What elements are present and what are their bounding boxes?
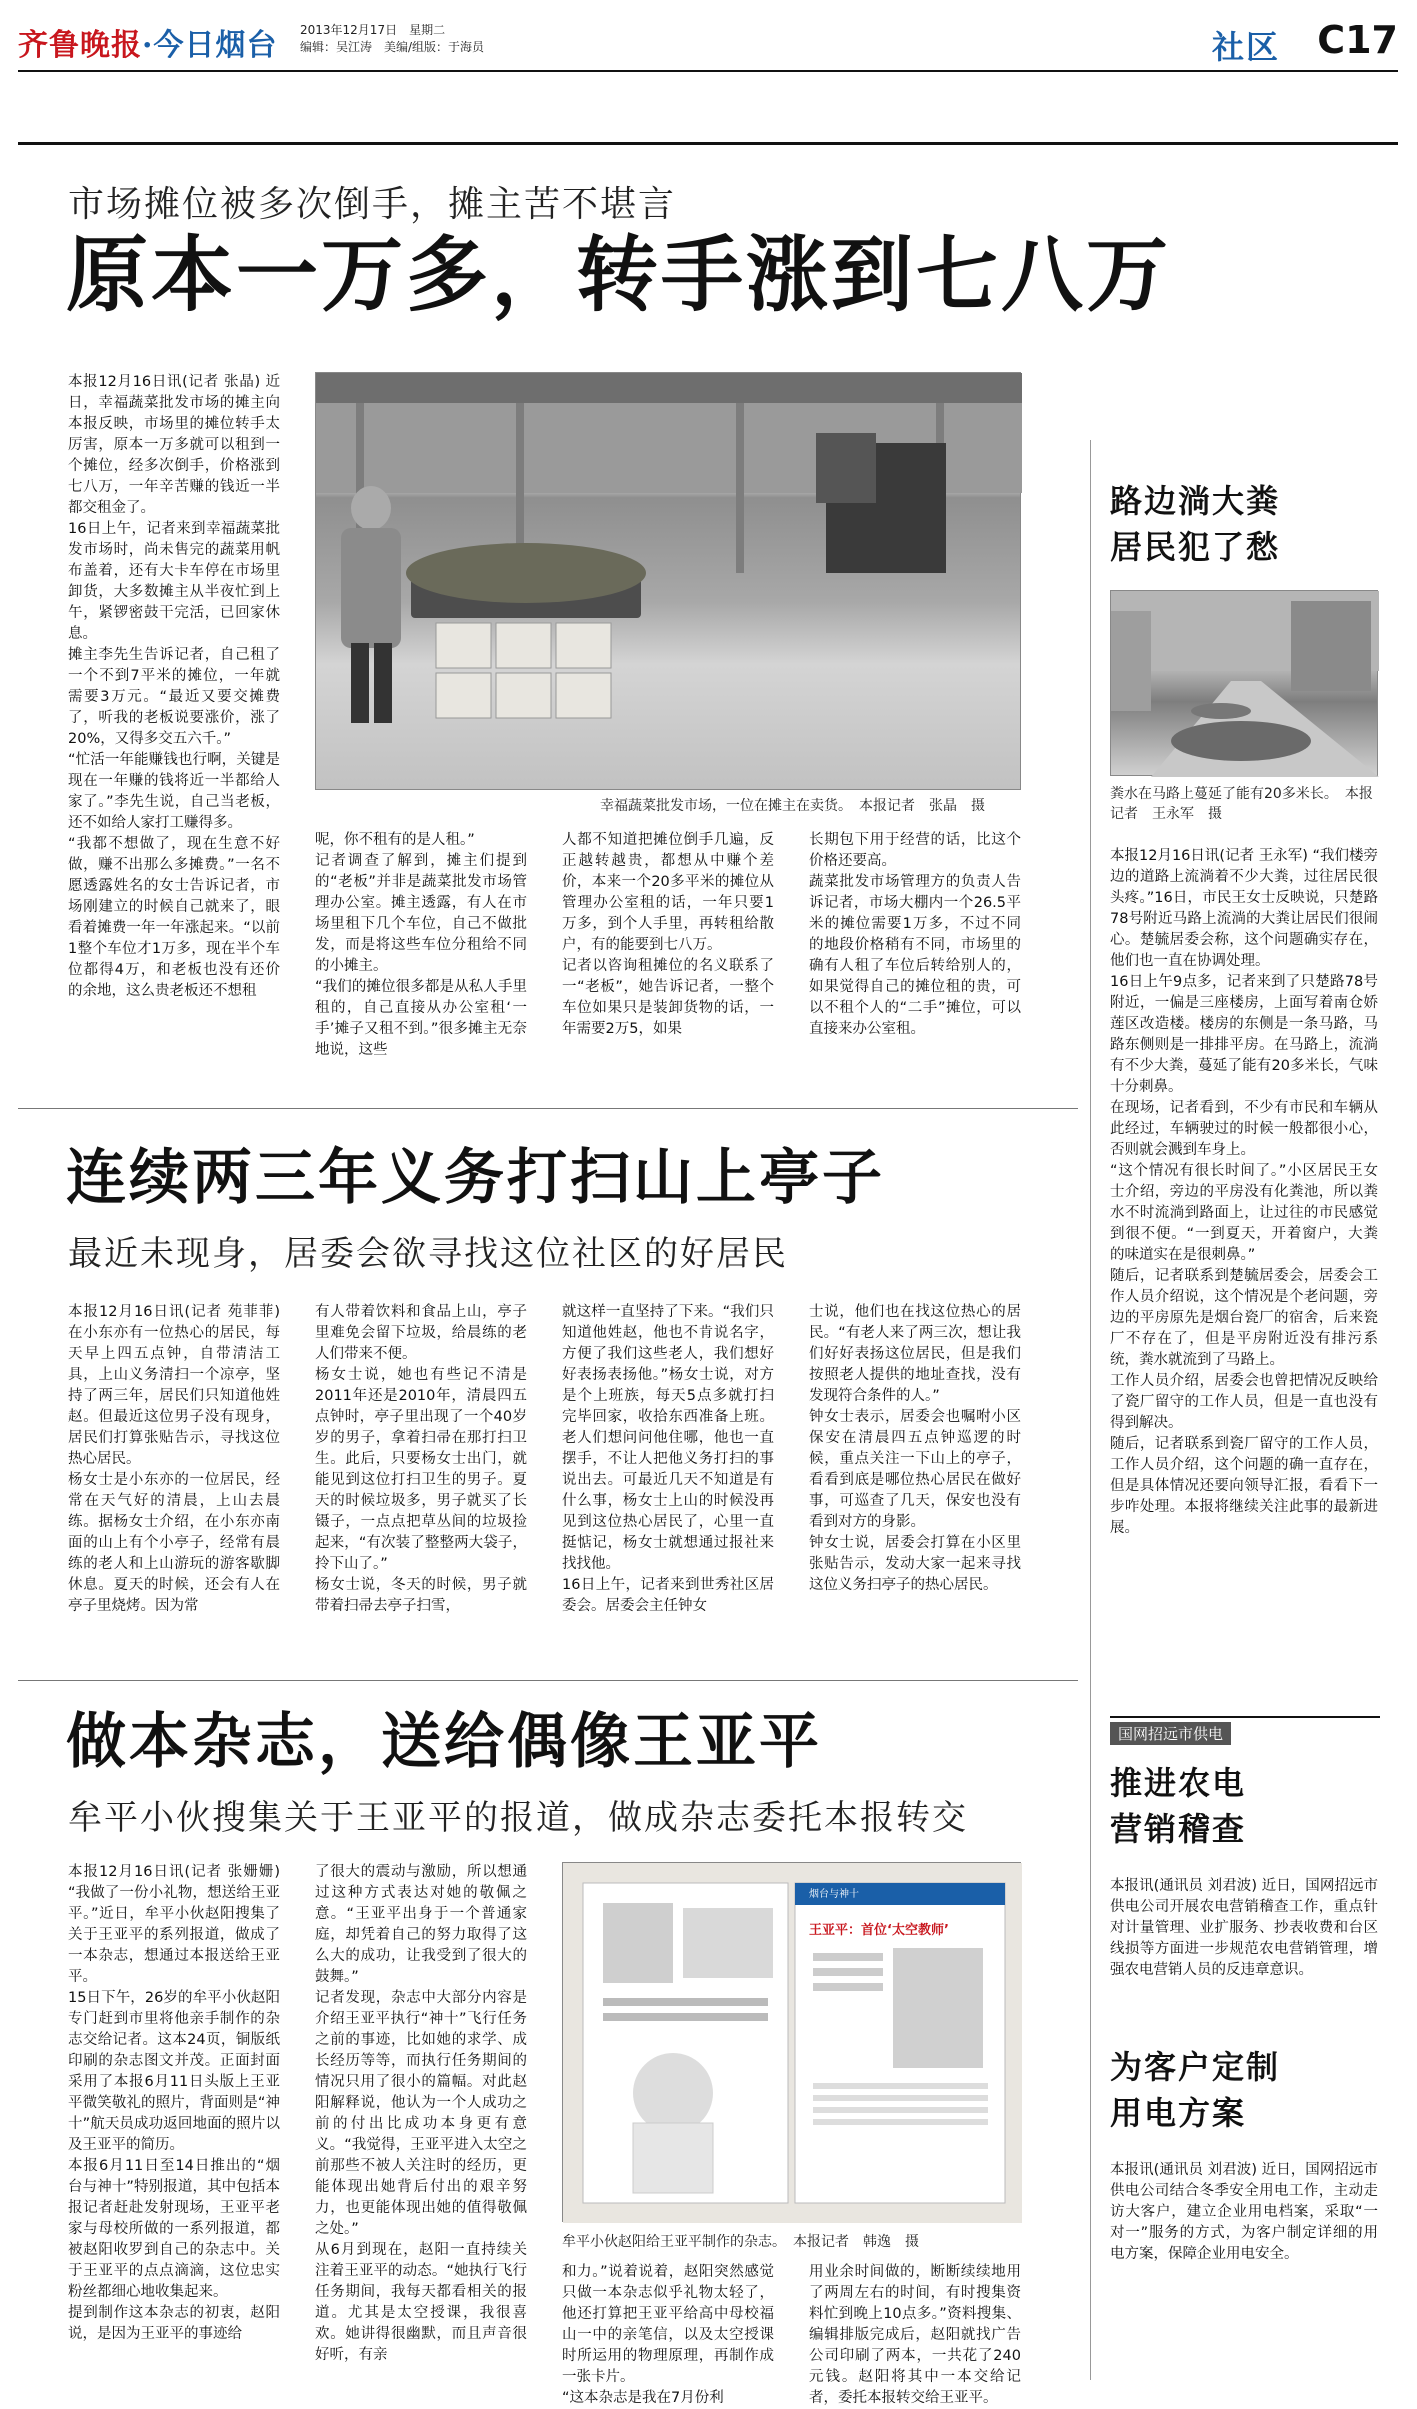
page-meta: [300, 22, 484, 56]
sidebar-a-caption: 粪水在马路上蔓延了能有20多米长。 本报记者 王永军 摄: [1110, 786, 1373, 822]
story2-col1-text: 本报12月16日讯(记者 苑菲菲) 在小东亦有一位热心的居民，每天早上四五点钟，自带清洁工具，上山义务清扫一个凉亭，坚持了两三年，居民们只知道他姓赵。但最近这位男子没有现身，居民们打算张贴告示，寻找这位热心居民。 杨女士是小东亦的一位居民，经常在天气好的清晨，上山去晨练。据杨女士介绍，在小东亦南面的山上有个小亭子，经常有晨练的老人和上山游玩的游客歇脚休息。夏天的时候，还会有人在亭子里烧烤。因为常: [68, 1304, 280, 1614]
sidebar-tag-rule: [1110, 1716, 1380, 1718]
sidebar-b-headline-line1: 推进农电: [1110, 1764, 1247, 1802]
story1-col3-text: 人都不知道把摊位倒手几遍，反正越转越贵，都想从中赚个差价，本来一个20多平米的摊位从管理办公室租的话，一年只要1万多，到个人手里，再转租给散户，有的能要到七八万。 记者以咨询租摊位的名义联系了一“老板”，她告诉记者，一整个车位如果只是装卸货物的话，一年需要2万5，如果: [562, 832, 774, 1037]
story2-headline: 连续两三年义务打扫山上亭子: [66, 1143, 885, 1213]
story2-subheadline: 最近未现身，居委会欲寻找这位社区的好居民: [68, 1234, 788, 1274]
story1-col1-text: 本报12月16日讯(记者 张晶) 近日，幸福蔬菜批发市场的摊主向本报反映，市场里的摊位转手太厉害，原本一万多就可以租到一个摊位，经多次倒手，价格涨到七八万，一年辛苦赚的钱近一半都交租金了。 16日上午，记者来到幸福蔬菜批发市场时，尚未售完的蔬菜用帆布盖着，还有大卡车停在市场里卸货，大多数摊主从半夜忙到上午，紧锣密鼓干完活，已回家休息。 摊主李先生告诉记者，自己租了一个不到7平米的摊位，一年就需要3万元。“最近又要交摊费了，听我的老板说要涨价，涨了20%，又得多交五六千。” “忙活一年能赚钱也行啊，关键是现在一年赚的钱将近一半都给人家了。”李先生说，自己当老板，还不如给人家打工赚得多。 “我都不想做了，现在生意不好做，赚不出那么多摊费。”一名不愿透露姓名的女士告诉记者，市场刚建立的时候自己就来了，眼看着摊费一年一年涨起来。“以前1整个车位才1万多，现在半个车位都得4万，和老板也没有还价的余地，这么贵老板还不想租: [68, 374, 280, 999]
story3-photo: [562, 1862, 1021, 2222]
story1-photo: [315, 372, 1021, 790]
story3-col1-text: 本报12月16日讯(记者 张姗姗) “我做了一份小礼物，想送给王亚平。”近日，牟平小伙赵阳搜集了关于王亚平的系列报道，做成了一本杂志，想通过本报送给王亚平。 15日下午，26岁的牟平小伙赵阳专门赶到市里将他亲手制作的杂志交给记者。这本24页，铜版纸印刷的杂志图文并茂。正面封面采用了本报6月11日头版上王亚平微笑敬礼的照片，背面则是“神十”航天员成功返回地面的照片以及王亚平的简历。 本报6月11日至14日推出的“烟台与神十”特别报道，其中包括本报记者赶赴发射现场，王亚平老家与母校所做的一系列报道，都被赵阳收罗到自己的杂志中。关于王亚平的点点滴滴，这位忠实粉丝都细心地收集起来。 提到制作这本杂志的初衷，赵阳说，是因为王亚平的事迹给: [68, 1864, 280, 2342]
story2-col4-text: 士说，他们也在找这位热心的居民。“有老人来了两三次，想让我们好好表扬这位居民，但是我们按照老人提供的地址查找，没有发现符合条件的人。” 钟女士表示，居委会也嘱咐小区保安在清晨四五点钟巡逻的时候，重点关注一下山上的亭子，看看到底是哪位热心居民在做好事，可巡查了几天，保安也没有看到对方的身影。 钟女士说，居委会打算在小区里张贴告示，发动大家一起来寻找这位义务扫亭子的热心居民。: [809, 1304, 1021, 1593]
story2-col1: [68, 1302, 280, 1658]
sidebar-a-headline-line1: 路边淌大粪: [1110, 482, 1281, 520]
magazine-photo-illustration: [563, 1863, 1022, 2223]
story1-photo-caption: 幸福蔬菜批发市场，一位在摊主在卖货。 本报记者 张晶 摄: [600, 798, 985, 814]
story3-col1: [68, 1862, 280, 2362]
sidebar-c-headline-line1: 为客户定制: [1110, 2048, 1281, 2086]
brand-logo: [18, 20, 277, 64]
sidebar-c-headline: [1110, 2044, 1280, 2136]
brand-edition: ·今日烟台: [142, 28, 278, 63]
sidebar-tag: 国网招远市供电: [1110, 1722, 1231, 1745]
sidebar-a-headline: [1110, 478, 1280, 570]
sidebar-a-photo: [1110, 590, 1378, 776]
sidebar-c-body: [1110, 2160, 1378, 2360]
story1-col2: [315, 830, 527, 1074]
story3-col3-text: 和力。”说着说着，赵阳突然感觉只做一本杂志似乎礼物太轻了，他还打算把王亚平给高中母校福山一中的亲笔信，以及太空授课时所运用的物理原理，再制作成一张卡片。 “这本杂志是我在7月份利: [562, 2264, 774, 2406]
magazine-header: 烟台与神十: [809, 1889, 859, 1900]
story1-kicker: 市场摊位被多次倒手，摊主苦不堪言: [68, 184, 677, 225]
story3-col2: [315, 1862, 527, 2362]
sidebar-b-headline-line2: 营销稽查: [1110, 1810, 1247, 1848]
masthead-rule: [18, 70, 1398, 72]
magazine-title: 王亚平：首位‘太空教师’: [809, 1923, 949, 1938]
sidebar-c-headline-line2: 用电方案: [1110, 2094, 1247, 2132]
story1-col4: [809, 830, 1021, 1074]
sidebar-b-body-text: 本报讯(通讯员 刘君波) 近日，国网招远市供电公司开展农电营销稽查工作，重点针对计量管理、业扩服务、抄表收费和台区线损等方面进一步规范农电营销管理，增强农电营销人员的反违章意识。: [1110, 1878, 1378, 1978]
story2-col2-text: 有人带着饮料和食品上山，亭子里难免会留下垃圾，给晨练的老人们带来不便。 杨女士说，她也有些记不清是2011年还是2010年，清晨四五点钟时，亭子里出现了一个40岁岁的男子，拿着扫帚在那打扫卫生。此后，只要杨女士出门，就能见到这位打扫卫生的男子。夏天的时候垃圾多，男子就买了长镊子，一点点把草丛间的垃圾捡起来，“有次装了整整两大袋子，拎下山了。” 杨女士说，冬天的时候，男子就带着扫帚去亭子扫雪，: [315, 1304, 527, 1614]
section-title: 社区: [1211, 28, 1280, 66]
story2-col3: [562, 1302, 774, 1658]
story3-col3: [562, 2262, 774, 2406]
sidebar-a-body: [1110, 846, 1378, 1686]
story3-col4: [809, 2262, 1021, 2406]
sidebar-c-body-text: 本报讯(通讯员 刘君波) 近日，国网招远市供电公司结合冬季安全用电工作，主动走访大客户，建立企业用电档案，采取“一对一”服务的方式，为客户制定详细的用电方案，保障企业用电安全。: [1110, 2162, 1378, 2262]
story1-col4-text: 长期包下用于经营的话，比这个价格还要高。 蔬菜批发市场管理方的负责人告诉记者，市场大棚内一个26.5平米的摊位需要1万多，不过不同的地段价格稍有不同，市场里的确有人租了车位后转给别人的，如果觉得自己的摊位租的贵，可以不租个人的“二手”摊位，可以直接来办公室租。: [809, 832, 1021, 1037]
story2-col2: [315, 1302, 527, 1658]
story3-photo-caption: 牟平小伙赵阳给王亚平制作的杂志。 本报记者 韩逸 摄: [562, 2234, 919, 2250]
sidebar-a-body-text: 本报12月16日讯(记者 王永军) “我们楼旁边的道路上流淌着不少大粪，过往居民很头疼。”16日，市民王女士反映说，只楚路78号附近马路上流淌的大粪让居民们很闹心。楚毓居委会称，这个问题确实存在，他们也一直在协调处理。 16日上午9点多，记者来到了只楚路78号附近，一偏是三座楼房，上面写着南仓娇莲区改造楼。楼房的东侧是一条马路，马路东侧则是一排排平房。在马路上，流淌有不少大粪，蔓延了能有20多米长，气味十分刺鼻。 在现场，记者看到，不少有市民和车辆从此经过，车辆驶过的时候一般都很小心，否则就会溅到车身上。 “这个情况有很长时间了。”小区居民王女士介绍，旁边的平房没有化粪池，所以粪水不时流淌到路面上，让过往的市民感觉到很不便。“一到夏天，开着窗户，大粪的味道实在是很刺鼻。” 随后，记者联系到楚毓居委会，居委会工作人员介绍说，这个情况是个老问题，旁边的平房原先是烟台瓷厂的宿舍，后来瓷厂不存在了，但是平房附近没有排污系统，粪水就流到了马路上。 工作人员介绍，居委会也曾把情况反映给了瓷厂留守的工作人员，但是一直也没有得到解决。 随后，记者联系到瓷厂留守的工作人员，工作人员介绍，这个问题的确一直存在，但是具体情况还要向领导汇报，看看下一步咋处理。本报将继续关注此事的最新进展。: [1110, 848, 1378, 1536]
story2-col4: [809, 1302, 1021, 1658]
sidebar-b-body: [1110, 1876, 1378, 2006]
page-number: C17: [1317, 18, 1398, 62]
story3-col4-text: 用业余时间做的，断断续续地用了两周左右的时间，有时搜集资料忙到晚上10点多。”资料搜集、编辑排版完成后，赵阳就找广告公司印刷了两本，一共花了240元钱。赵阳将其中一本交给记者，委托本报转交给王亚平。: [809, 2264, 1021, 2406]
date-line: 2013年12月17日 星期二: [300, 23, 446, 37]
editor-line: 编辑：吴江涛 美编/组版：于海员: [300, 40, 485, 54]
road-photo-illustration: [1111, 591, 1379, 777]
masthead: [18, 18, 1398, 64]
story3-col2-text: 了很大的震动与激励，所以想通过这种方式表达对她的敬佩之意。“王亚平出身于一个普通家庭，却凭着自己的努力取得了这么大的成功，让我受到了很大的鼓舞。” 记者发现，杂志中大部分内容是介绍王亚平执行“神十”飞行任务之前的事迹，比如她的求学、成长经历等等，而执行任务期间的情况只用了很小的篇幅。对此赵阳解释说，他认为一个人成功之前的付出比成功本身更有意义。“我觉得，王亚平进入太空之前那些不被人关注时的经历，更能体现出她背后付出的艰辛努力，也更能体现出她的值得敬佩之处。” 从6月到现在，赵阳一直持续关注着王亚平的动态。“她执行飞行任务期间，我每天都看相关的报道。尤其是太空授课，我很喜欢。她讲得很幽默，而且声音很好听，有亲: [315, 1864, 527, 2363]
sidebar-b-headline: [1110, 1760, 1246, 1852]
story2-rule: [18, 1108, 1078, 1109]
story3-subheadline: 牟平小伙搜集关于王亚平的报道，做成杂志委托本报转交: [68, 1798, 968, 1838]
story1-col1: [68, 372, 280, 1074]
story1-col3: [562, 830, 774, 1074]
story3-rule: [18, 1680, 1078, 1681]
market-photo-illustration: [316, 373, 1022, 791]
sidebar-a-headline-line2: 居民犯了愁: [1110, 528, 1281, 566]
story3-headline: 做本杂志，送给偶像王亚平: [66, 1707, 822, 1777]
brand-name: 齐鲁晚报: [18, 28, 142, 63]
top-rule: [18, 142, 1398, 145]
story2-col3-text: 就这样一直坚持了下来。“我们只知道他姓赵，他也不肯说名字，方便了我们这些老人，我们想好好表扬表扬他。”杨女士说，对方是个上班族，每天5点多就打扫完毕回家，收拾东西准备上班。老人们想问问他住哪，他也一直摆手，不让人把他义务打扫的事说出去。可最近几天不知道是有什么事，杨女士上山的时候没再见到这位热心居民了，心里一直挺惦记，杨女士就想通过报社来找找他。 16日上午，记者来到世秀社区居委会。居委会主任钟女: [562, 1304, 774, 1614]
sidebar-divider: [1090, 440, 1091, 2380]
story1-col2-text: 呢，你不租有的是人租。” 记者调查了解到，摊主们提到的“老板”并非是蔬菜批发市场管理办公室。摊主透露，有人在市场里租下几个车位，自己不做批发，而是将这些车位分租给不同的小摊主。 “我们的摊位很多都是从私人手里租的，自己直接从办公室租‘一手’摊子又租不到。”很多摊主无奈地说，这些: [315, 832, 527, 1058]
story1-headline: 原本一万多，转手涨到七八万: [66, 228, 1172, 323]
